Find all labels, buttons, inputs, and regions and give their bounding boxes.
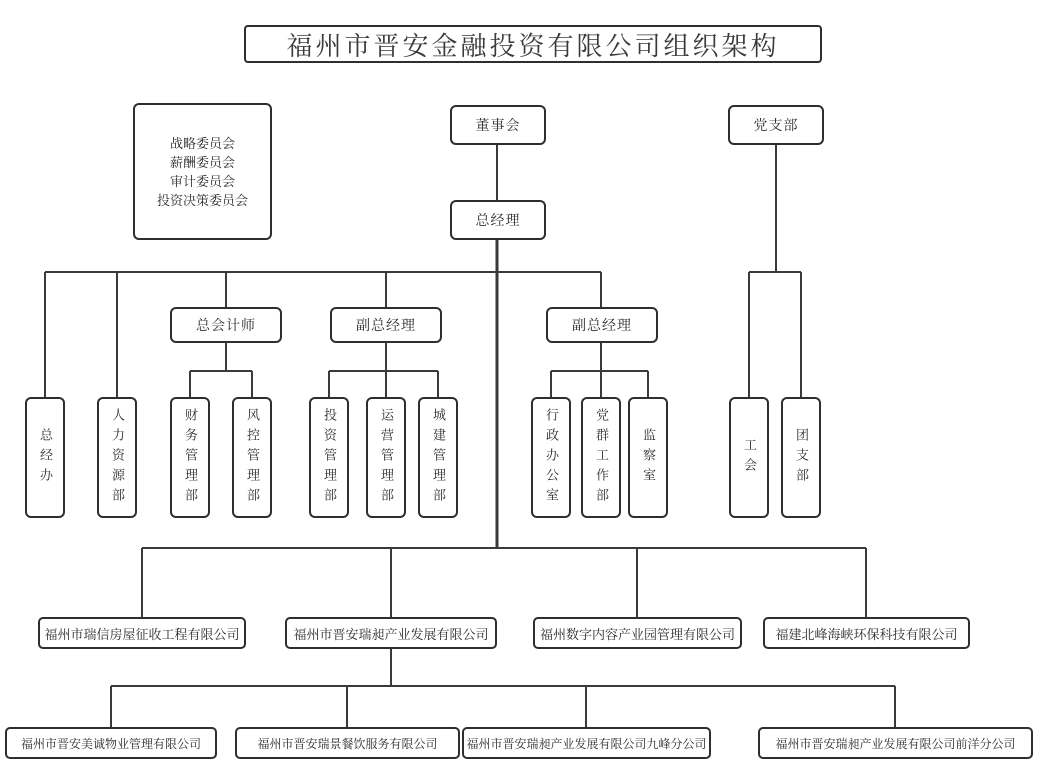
- dept-human-resources: 人力资源部: [97, 397, 137, 518]
- node-party-branch: 党支部: [728, 105, 824, 145]
- branch-ruichang-jiufeng: 福州市晋安瑞昶产业发展有限公司九峰分公司: [462, 727, 711, 759]
- node-deputy-gm-right: 副总经理: [546, 307, 658, 343]
- subsidiary-ruichang-industry: 福州市晋安瑞昶产业发展有限公司: [285, 617, 497, 649]
- subsidiary-digital-content-park: 福州数字内容产业园管理有限公司: [533, 617, 742, 649]
- dept-labor-union: 工会: [729, 397, 769, 518]
- node-general-manager: 总经理: [450, 200, 546, 240]
- branch-ruijing-catering: 福州市晋安瑞景餐饮服务有限公司: [235, 727, 460, 759]
- dept-party-mass-work: 党群工作部: [581, 397, 621, 518]
- dept-finance-management: 财务管理部: [170, 397, 210, 518]
- dept-youth-league-branch: 团支部: [781, 397, 821, 518]
- node-chief-accountant: 总会计师: [170, 307, 282, 343]
- subsidiary-ruixin-housing: 福州市瑞信房屋征收工程有限公司: [38, 617, 246, 649]
- committee-investment-decision: 投资决策委员会: [156, 192, 248, 208]
- subsidiary-beifeng-environmental: 福建北峰海峡环保科技有限公司: [763, 617, 970, 649]
- node-board-of-directors: 董事会: [450, 105, 546, 145]
- committee-strategy: 战略委员会: [169, 135, 235, 151]
- dept-urban-construction: 城建管理部: [418, 397, 458, 518]
- branch-meicheng-property: 福州市晋安美诚物业管理有限公司: [5, 727, 217, 759]
- committees-box: [133, 103, 272, 240]
- dept-risk-control: 风控管理部: [232, 397, 272, 518]
- branch-ruichang-qianyang: 福州市晋安瑞昶产业发展有限公司前洋分公司: [758, 727, 1033, 759]
- dept-investment-management: 投资管理部: [309, 397, 349, 518]
- chart-title: 福州市晋安金融投资有限公司组织架构: [244, 25, 822, 63]
- dept-operations-management: 运营管理部: [366, 397, 406, 518]
- dept-admin-office: 行政办公室: [531, 397, 571, 518]
- committee-audit: 审计委员会: [169, 173, 235, 189]
- dept-supervision-office: 监察室: [628, 397, 668, 518]
- committee-compensation: 薪酬委员会: [169, 154, 235, 170]
- node-deputy-gm-left: 副总经理: [330, 307, 442, 343]
- dept-general-office: 总经办: [25, 397, 65, 518]
